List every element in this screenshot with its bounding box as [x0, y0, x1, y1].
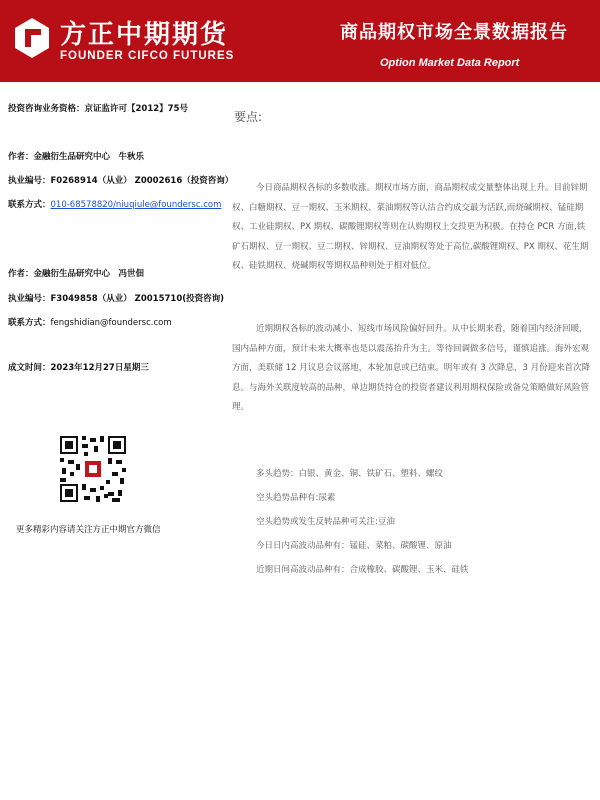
list-item: 空头趋势或发生反转品种可关注:豆油	[256, 517, 395, 527]
report-title: 商品期权市场全景数据报告	[340, 22, 568, 43]
logo-text-cn: 方正中期期货	[60, 20, 229, 50]
license-line: 投资咨询业务资格：京证监许可【2012】75号	[8, 104, 188, 114]
report-subtitle: Option Market Data Report	[380, 57, 520, 69]
author1-id: 执业编号：F0268914（从业） Z0002616（投资咨询）	[8, 176, 234, 186]
author1-contact-line	[8, 198, 221, 210]
list-item: 空头趋势品种有:尿素	[256, 493, 336, 503]
author2-name: 作者：金融衍生品研究中心 冯世佃	[8, 269, 145, 279]
report-header	[0, 0, 600, 82]
wechat-qr-code-icon	[60, 436, 126, 502]
contact-label: 联系方式：	[8, 318, 51, 328]
qr-caption: 更多精彩内容请关注方正中期官方微信	[16, 525, 161, 535]
author2-id: 执业编号：F3049858（从业） Z0015710(投资咨询)	[8, 294, 225, 304]
summary-paragraph-2: 近期期权各标的波动减小、短线市场风险偏好回升。从中长期来看，随着国内经济回暖，国内品种方面，预计未来大概率也是以震荡抬升为主。等待回调做多信号，谨慎追涨。海外宏观方面，美联储 12 月议息会议落地，本轮加息或已结束。明年或有 3 次降息，3 月份迎来首次降息。与海外关联度较高的品种，单边期货持仓的投资者建议利用期权保险或备兑策略做好风险管理。	[232, 324, 591, 412]
list-item: 近期日间高波动品种有：合成橡胶、碳酸锂、玉米、硅铁	[256, 565, 469, 575]
section-heading: 要点:	[234, 110, 263, 124]
logo-text-en: FOUNDER CIFCO FUTURES	[60, 50, 235, 62]
author2-contact: fengshidian@foundersc.com	[50, 318, 172, 328]
author1-contact-link[interactable]: 010-68578820/niuqiule@foundersc.com	[50, 200, 222, 210]
list-item: 多头趋势：白银、黄金、铜、铁矿石、塑料、螺纹	[256, 469, 444, 479]
contact-label: 联系方式：	[8, 200, 51, 210]
author2-contact-line	[8, 316, 172, 328]
trend-list	[256, 462, 596, 582]
summary-paragraph-1: 今日商品期权各标的多数收涨。期权市场方面，商品期权成交量整体出现上升。目前锌期权、白糖期权、豆一期权、玉米期权、菜油期权等认沽合约成交最为活跃,而烧碱期权、锰硅期权、工业硅期权、PX 期权、碳酸锂期权等则在认购期权上交投更为积极。在持仓 PCR 方面,铁矿石期权、豆一期权、豆二期权、锌期权、豆油期权等处于高位,碳酸锂期权、PX 期权、花生期权、硅铁期权、烧碱期权等期权品种则处于相对低位。	[232, 183, 589, 271]
list-item: 今日日内高波动品种有：锰硅、菜粕、碳酸锂、原油	[256, 541, 452, 551]
author1-name: 作者：金融衍生品研究中心 牛秋乐	[8, 152, 145, 162]
date-line: 成文时间：2023年12月27日星期三	[8, 363, 149, 373]
founder-logo-icon	[13, 16, 51, 60]
